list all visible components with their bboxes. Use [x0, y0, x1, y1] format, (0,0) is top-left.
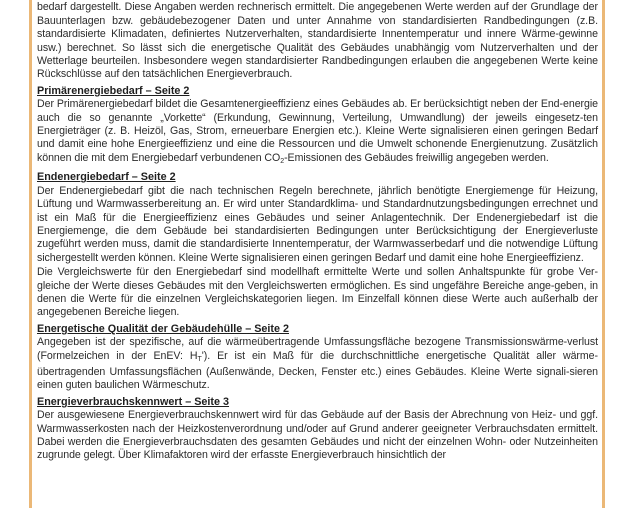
section-heading: Primärenergiebedarf – Seite 2: [37, 84, 190, 97]
section-energieverbrauchskennwert: [37, 396, 598, 463]
text-part: '). Er ist ein Maß für die durchschnittliche energetische Qualität aller wärme-übertragenden Umfassungsflächen (Außenwände, Decken, Fenster etc.) eines Gebäudes. Kleine Werte signali-sieren einen guten baulichen Wärmeschutz.: [37, 349, 598, 392]
section-heading: Energetische Qualität der Gebäudehülle – Seite 2: [37, 322, 290, 335]
section-endenergiebedarf: [37, 171, 598, 319]
section-paragraph: [37, 336, 598, 393]
text-part: -Emissionen des Gebäudes freiwillig angegeben werden.: [284, 151, 549, 164]
section-paragraph-2: Die Vergleichswerte für den Energiebedarf sind modellhaft ermittelte Werte und sollen Anhaltspunkte für grobe Ver-gleiche der Werte dieses Gebäudes mit den Vergleichswerten ermöglichen. Es sind ungefähre Bereiche ange-geben, in denen die Werte für die einzelnen Vergleichskategorien liegen. Im Einzelfall können diese Werte auch außerhalb der angegebenen Bereiche liegen.: [37, 266, 598, 319]
intro-paragraph: bedarf dargestellt. Diese Angaben werden rechnerisch ermittelt. Die angegebenen Werte werden auf der Grundlage der Bauunterlagen bzw. gebäudebezogener Daten und unter Annahme von standardisierten Randbedingungen (z.B. standardisierte Klimadaten, definiertes Nutzerverhalten, standardisierte Innentemperatur und innere Wärme-gewinne usw.) berechnet. So lässt sich die energetische Qualität des Gebäudes unabhängig vom Nutzerverhalten und der Wetterlage beurteilen. Insbesondere wegen standardisierter Randbedingungen erlauben die angegebenen Werte keine Rückschlüsse auf den tatsächlichen Energieverbrauch.: [37, 1, 598, 81]
text-part: Der Primärenergiebedarf bildet die Gesamtenergieeffizienz eines Gebäudes ab. Er berücksichtigt neben der End-energie auch die so genannte „Vorkette“ (Erkundung, Gewinnung, Verteilung, Umwandlung) der jeweils eingesetz-ten Energieträger (z. B. Heizöl, Gas, Strom, erneuerbare Energien etc.). Kleine Werte signalisieren einen geringen Bedarf und damit eine hohe Energieeffizienz und eine die Ressourcen und die Umwelt schonende Energienutzung. Zusätzlich können die mit dem Energiebedarf verbundenen CO: [37, 98, 598, 164]
section-primaerenergiebedarf: [37, 85, 598, 168]
text-part: Angegeben ist der spezifische, auf die wärmeübertragende Umfassungsfläche bezogene Transmissionswärme-verlust (Formelzeichen in der EnEV: H: [37, 336, 598, 362]
section-paragraph: Der Endenergiebedarf gibt die nach technischen Regeln berechnete, jährlich benötigte Energiemenge für Heizung, Lüftung und Warmwasserbereitung an. Er wird unter Standardklima- und Standardnutzungsbedingungen errechnet und ist ein Maß für die Energieeffizienz eines Gebäudes und seiner Anlagentechnik. Der Endenergiebedarf ist die Energiemenge, die dem Gebäude bei standardisierten Bedingungen unter Berücksichtigung der Energieverluste zugeführt werden muss, damit die standardisierte Innentemperatur, der Warmwasserbedarf und die notwendige Lüftung sichergestellt werden können. Kleine Werte signalisieren einen geringen Bedarf und damit eine hohe Energieeffizienz.: [37, 184, 598, 264]
subscript: T: [197, 355, 202, 363]
section-heading: Endenergiebedarf – Seite 2: [37, 171, 176, 184]
section-heading: Energieverbrauchskennwert – Seite 3: [37, 395, 230, 408]
section-paragraph: Der ausgewiesene Energieverbrauchskennwert wird für das Gebäude auf der Basis der Abrechnung von Heiz- und ggf. Warmwasserkosten nach der Heizkostenverordnung und/oder auf Grund anderer geeigneter Verbrauchsdaten ermittelt. Dabei werden die Energieverbrauchsdaten des gesamten Gebäudes und nicht der einzelnen Wohn- oder Nutzeinheiten zugrunde gelegt. Über Klimafaktoren wird der erfasste Energieverbrauch hinsichtlich der: [37, 409, 598, 462]
section-gebaeudehuelle: [37, 323, 598, 393]
section-paragraph: [37, 98, 598, 168]
document-page: [29, 0, 605, 508]
subscript: 2: [280, 157, 285, 165]
